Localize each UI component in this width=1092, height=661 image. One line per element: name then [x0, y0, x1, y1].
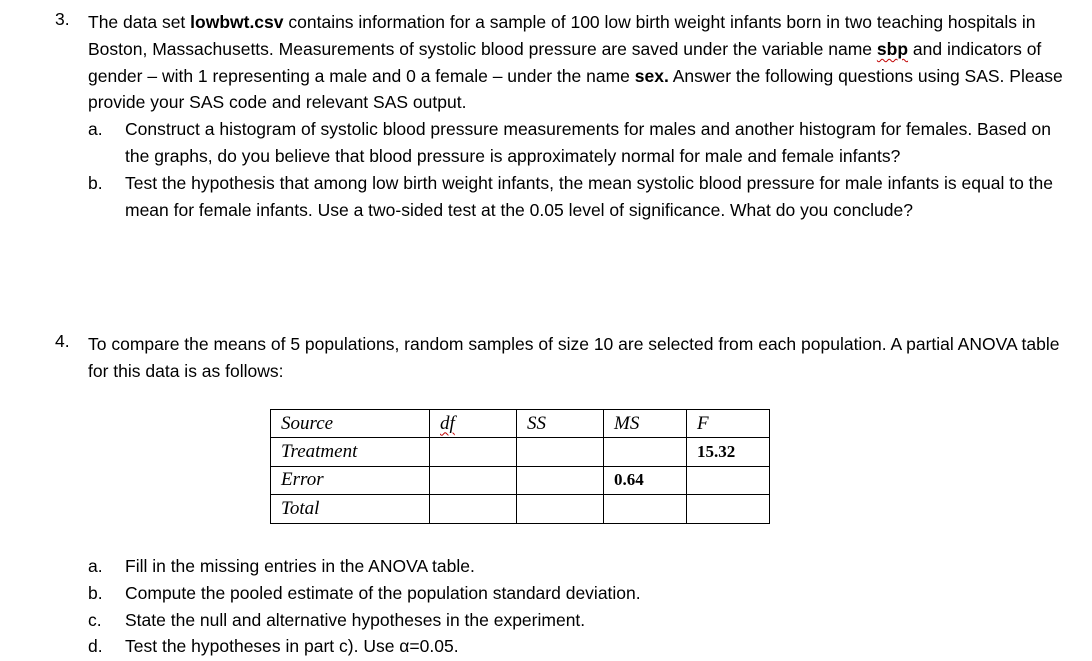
question-3-part-b — [88, 170, 1075, 224]
table-header-row — [271, 410, 770, 438]
row-source: Error — [271, 466, 430, 494]
cell-ms — [604, 495, 687, 523]
variable-sex: sex. — [634, 65, 669, 86]
row-source: Treatment — [271, 438, 430, 466]
anova-table — [270, 409, 770, 524]
question-3-body — [88, 9, 1075, 223]
part-text: Test the hypothesis that among low birth weight infants, the mean systolic blood pressure for male infants is equal to the mean for female infants. Use a two-sided test at the 0.05 level of significance. What do you conclude? — [125, 172, 1054, 220]
header-ms: MS — [604, 410, 687, 438]
cell-f — [687, 495, 770, 523]
question-4-intro: To compare the means of 5 populations, random samples of size 10 are selected from each population. A partial ANOVA table for this data is as follows: — [88, 334, 1060, 381]
cell-ss — [517, 495, 604, 523]
table-row — [271, 438, 770, 466]
row-source: Total — [271, 495, 430, 523]
part-text: Compute the pooled estimate of the population standard deviation. — [125, 582, 641, 603]
header-f: F — [687, 410, 770, 438]
dataset-filename: lowbwt.csv — [190, 12, 284, 32]
question-4-part-a — [88, 553, 1075, 580]
part-text: Construct a histogram of systolic blood pressure measurements for males and another histogram for females. Based on the graphs, do you believe that blood pressure is approximately normal for male and female infants? — [125, 119, 1051, 166]
cell-df — [430, 466, 517, 494]
variable-sbp: sbp — [876, 38, 909, 59]
header-df-text: df — [440, 412, 455, 434]
question-4-parts-body — [88, 553, 1075, 660]
part-letter: d. — [88, 636, 103, 657]
cell-f — [687, 466, 770, 494]
question-3 — [55, 9, 1075, 223]
question-4-part-b — [88, 580, 1075, 607]
part-text: Fill in the missing entries in the ANOVA table. — [125, 556, 475, 576]
part-letter: a. — [88, 556, 103, 576]
question-3-intro — [88, 9, 1075, 116]
part-text: Test the hypotheses in part c). Use α=0.05. — [125, 636, 459, 657]
question-4-part-d — [88, 633, 1075, 660]
intro-text-2: contains information for a sample of 100 low birth weight infants born in two teaching hospitals in Boston, Massachusetts. Measurements of systolic blood pressure are saved under the variable name — [88, 12, 1036, 59]
table-row — [271, 495, 770, 523]
part-letter: a. — [88, 119, 103, 140]
cell-df — [430, 438, 517, 466]
cell-f: 15.32 — [687, 438, 770, 466]
cell-ms — [604, 438, 687, 466]
intro-text-4: Answer the following questions using SAS. Please provide your SAS code and relevant SAS output. — [88, 65, 1063, 113]
question-4-parts — [55, 553, 1075, 660]
question-3-part-a — [88, 116, 1075, 170]
part-letter: b. — [88, 172, 103, 193]
question-4-number: 4. — [55, 331, 70, 351]
header-df — [430, 410, 517, 438]
header-source: Source — [271, 410, 430, 438]
part-letter: b. — [88, 582, 103, 603]
part-letter: c. — [88, 609, 102, 630]
cell-ss — [517, 466, 604, 494]
cell-df — [430, 495, 517, 523]
header-ss: SS — [517, 410, 604, 438]
question-4 — [55, 331, 1075, 385]
intro-text-3: and indicators of gender – with 1 representing a male and 0 a female – under the name — [88, 38, 1042, 86]
table-row — [271, 466, 770, 494]
cell-ss — [517, 438, 604, 466]
question-4-part-c — [88, 607, 1075, 634]
part-text: State the null and alternative hypotheses in the experiment. — [125, 609, 586, 630]
question-3-number: 3. — [55, 9, 70, 29]
intro-text-1: The data set — [88, 12, 191, 32]
cell-ms: 0.64 — [604, 466, 687, 494]
